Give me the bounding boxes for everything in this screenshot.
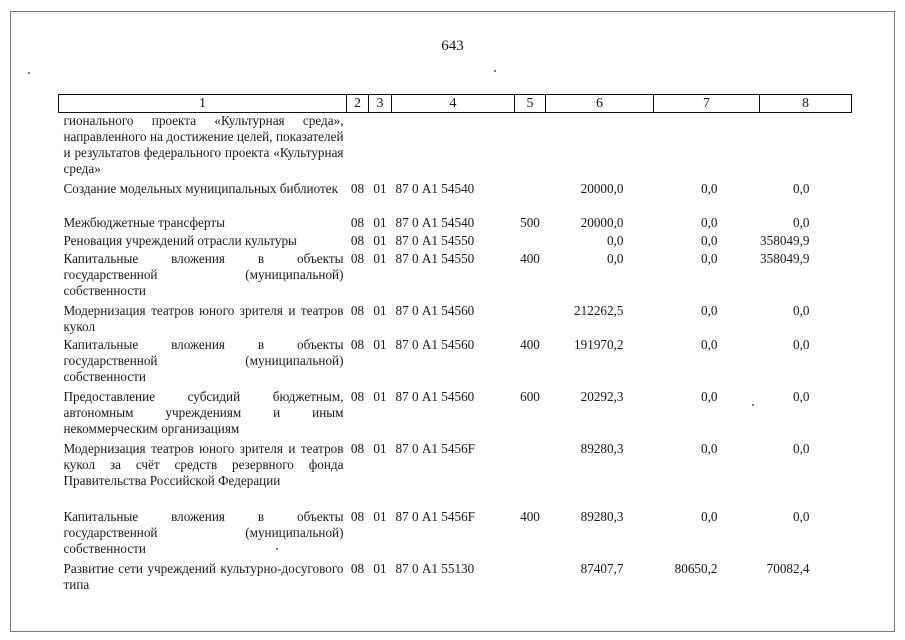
row-subsection: 01 <box>373 336 387 352</box>
row-name: Модернизация театров юного зрителя и театров кукол за счёт средств резервного фонда Правительства Российской Федерации <box>63 440 344 488</box>
row-name: Межбюджетные трансферты <box>63 214 225 230</box>
row-amount-8: 70082,4 <box>766 560 810 576</box>
row-section: 08 <box>350 180 365 196</box>
row-target-code: 87 0 А1 54550 <box>395 250 475 266</box>
row-target-code: 87 0 А1 54550 <box>395 232 475 248</box>
row-expense-type <box>515 441 546 509</box>
row-subsection: 01 <box>373 180 387 196</box>
row-section: 08 <box>350 508 365 524</box>
row-subsection: 01 <box>373 250 387 266</box>
row-target-code: 87 0 А1 55130 <box>395 560 475 576</box>
row-name: Предоставление субсидий бюджетным, автономным учреждениям и иным некоммерческим организациям <box>63 388 344 436</box>
row-amount-6: 20292,3 <box>580 388 624 404</box>
row-amount-8: 0,0 <box>793 180 810 196</box>
header-cell: 7 <box>654 95 760 113</box>
row-expense-type: 500 <box>520 214 540 230</box>
header-cell: 1 <box>59 95 347 113</box>
row-amount-7: 0,0 <box>701 214 718 230</box>
row-section: 08 <box>350 388 365 404</box>
header-row <box>59 95 852 113</box>
row-amount-6: 191970,2 <box>574 336 624 352</box>
row-amount-7: 0,0 <box>701 440 718 456</box>
table-row <box>59 389 852 441</box>
row-name: Развитие сети учреждений культурно-досугового типа <box>63 560 344 592</box>
table-row <box>59 113 852 181</box>
table-row <box>59 181 852 215</box>
row-target-code: 87 0 А1 5456F <box>395 440 475 456</box>
row-amount-7: 0,0 <box>701 336 718 352</box>
row-expense-type: 400 <box>520 250 540 266</box>
row-amount-7: 0,0 <box>701 232 718 248</box>
row-name: Капитальные вложения в объекты государственной (муниципальной) собственности <box>63 508 344 556</box>
row-expense-type <box>515 233 546 251</box>
row-subsection <box>369 113 392 181</box>
budget-table <box>58 94 852 595</box>
header-cell: 2 <box>347 95 369 113</box>
row-expense-type <box>515 113 546 181</box>
row-amount-8: 0,0 <box>793 302 810 318</box>
row-amount-8: 358049,9 <box>760 232 810 248</box>
row-name: Капитальные вложения в объекты государственной (муниципальной) собственности <box>63 336 344 384</box>
table-row <box>59 233 852 251</box>
header-cell: 4 <box>392 95 515 113</box>
row-name: Реновация учреждений отрасли культуры <box>63 232 297 248</box>
row-target-code <box>392 113 515 181</box>
row-expense-type: 400 <box>520 508 540 524</box>
table-row <box>59 441 852 509</box>
row-section: 08 <box>350 336 365 352</box>
row-section: 08 <box>350 214 365 230</box>
row-subsection: 01 <box>373 388 387 404</box>
row-subsection: 01 <box>373 560 387 576</box>
row-amount-8: 0,0 <box>793 214 810 230</box>
table-row <box>59 303 852 337</box>
row-target-code: 87 0 А1 54560 <box>395 336 475 352</box>
row-amount-6: 212262,5 <box>574 302 624 318</box>
row-target-code: 87 0 А1 54560 <box>395 388 475 404</box>
row-section: 08 <box>350 302 365 318</box>
page-number: 643 <box>441 38 464 54</box>
row-amount-7: 0,0 <box>701 180 718 196</box>
scan-speck <box>494 70 496 72</box>
row-expense-type: 600 <box>520 388 540 404</box>
row-amount-7: 0,0 <box>701 250 718 266</box>
table-row <box>59 509 852 561</box>
row-expense-type <box>515 181 546 215</box>
row-amount-7: 0,0 <box>701 302 718 318</box>
row-section: 08 <box>350 560 365 576</box>
row-section: 08 <box>350 250 365 266</box>
scan-speck <box>28 72 30 74</box>
row-subsection: 01 <box>373 508 387 524</box>
row-amount-6: 20000,0 <box>580 180 624 196</box>
row-target-code: 87 0 А1 54560 <box>395 302 475 318</box>
row-amount-8: 0,0 <box>793 388 810 404</box>
row-amount-6: 0,0 <box>607 250 624 266</box>
header-cell: 8 <box>760 95 852 113</box>
row-section <box>347 113 369 181</box>
header-cell: 3 <box>369 95 392 113</box>
row-amount-7: 0,0 <box>701 508 718 524</box>
row-name: Капитальные вложения в объекты государственной (муниципальной) собственности <box>63 250 344 298</box>
row-amount-7 <box>654 113 760 181</box>
row-amount-6: 20000,0 <box>580 214 624 230</box>
row-amount-6: 89280,3 <box>580 440 624 456</box>
row-expense-type <box>515 561 546 595</box>
row-amount-7: 80650,2 <box>674 560 718 576</box>
row-amount-8: 0,0 <box>793 440 810 456</box>
table-row <box>59 215 852 233</box>
row-amount-6: 87407,7 <box>580 560 624 576</box>
row-expense-type: 400 <box>520 336 540 352</box>
row-amount-8: 0,0 <box>793 508 810 524</box>
row-subsection: 01 <box>373 214 387 230</box>
header-cell: 5 <box>515 95 546 113</box>
table-row <box>59 337 852 389</box>
row-name: Модернизация театров юного зрителя и театров кукол <box>63 302 344 334</box>
row-section: 08 <box>350 440 365 456</box>
row-target-code: 87 0 А1 54540 <box>395 180 475 196</box>
row-subsection: 01 <box>373 302 387 318</box>
row-amount-6 <box>546 113 654 181</box>
row-amount-8 <box>760 113 852 181</box>
row-target-code: 87 0 А1 54540 <box>395 214 475 230</box>
header-cell: 6 <box>546 95 654 113</box>
table-row <box>59 561 852 595</box>
row-amount-6: 89280,3 <box>580 508 624 524</box>
row-amount-6: 0,0 <box>607 232 624 248</box>
row-expense-type <box>515 303 546 337</box>
table-row <box>59 251 852 303</box>
row-section: 08 <box>350 232 365 248</box>
row-amount-7: 0,0 <box>701 388 718 404</box>
row-amount-8: 0,0 <box>793 336 810 352</box>
row-name: гионального проекта «Культурная среда», направленного на достижение целей, показателей и результатов федерального проекта «Культурная среда» <box>63 113 344 176</box>
row-amount-8: 358049,9 <box>760 250 810 266</box>
row-target-code: 87 0 А1 5456F <box>395 508 475 524</box>
row-name: Создание модельных муниципальных библиотек <box>63 180 339 196</box>
row-subsection: 01 <box>373 232 387 248</box>
row-subsection: 01 <box>373 440 387 456</box>
